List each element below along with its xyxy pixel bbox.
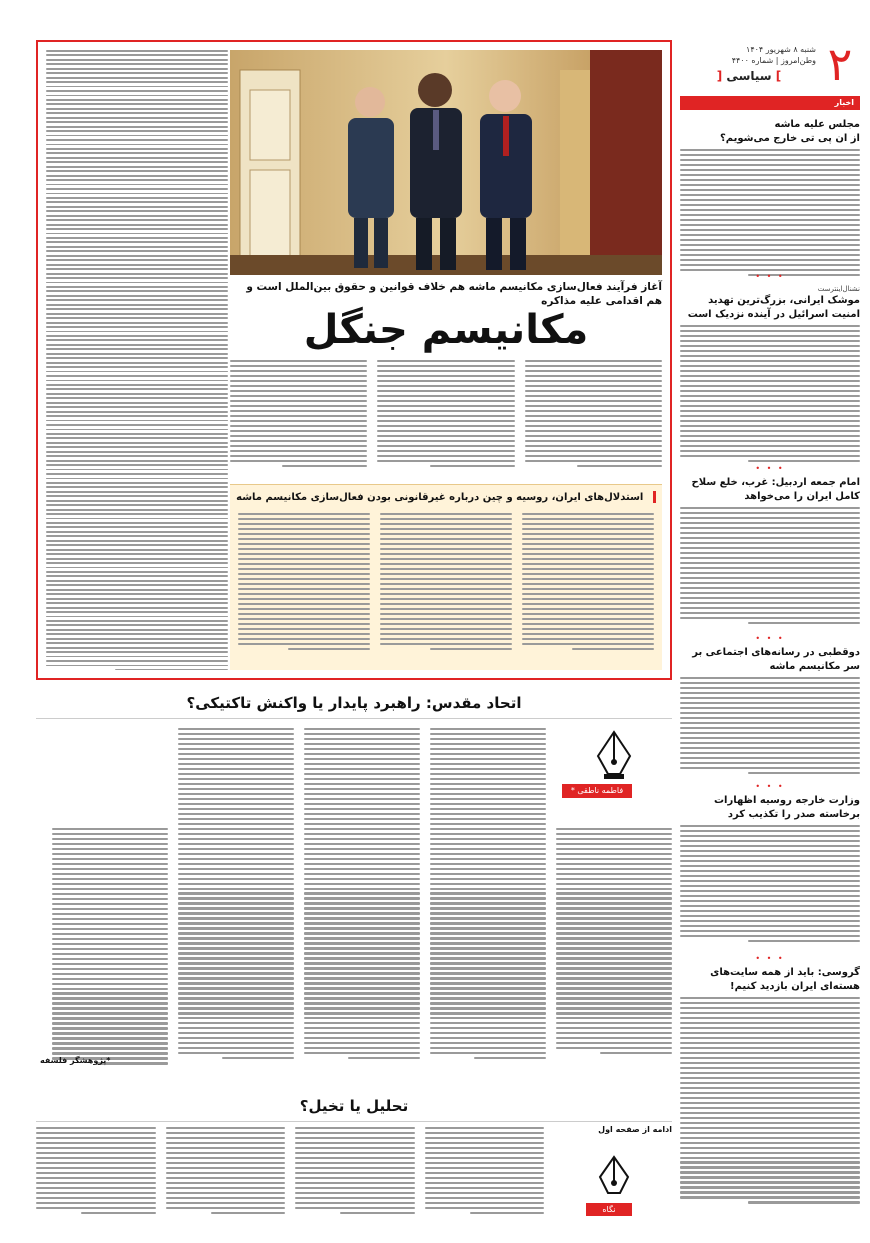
sidebar-news-item[interactable] xyxy=(680,646,860,785)
opinion-title: اتحاد مقدس: راهبرد پایدار یا واکنش تاکتیکی؟ xyxy=(186,694,522,712)
highlight-box xyxy=(230,484,662,670)
opinion-article xyxy=(36,688,672,1088)
news-title[interactable]: دوقطبی در رسانه‌های اجتماعی بر سر مکانیسم ماشه xyxy=(692,647,860,672)
news-title[interactable]: موشک ایرانی، بزرگ‌ترین تهدید امنیت اسرائیل در آینده نزدیک است xyxy=(687,295,860,320)
body-column xyxy=(425,1127,545,1231)
article-left-column xyxy=(46,50,228,670)
body-column xyxy=(377,360,514,478)
body-column xyxy=(304,728,420,1088)
divider xyxy=(36,1121,672,1122)
sidebar-news-item[interactable] xyxy=(680,284,860,473)
issue-number: وطن‌امروز | شماره ۴۴۰۰ xyxy=(731,56,816,65)
section-bracket-right: ] xyxy=(775,69,782,83)
article-headline: مکانیسم جنگل xyxy=(303,307,589,353)
body-column xyxy=(380,513,512,663)
author-name: فاطمه ناطقی * xyxy=(562,784,632,798)
news-kicker: نشنال‌اینترست xyxy=(817,285,860,293)
analysis-body xyxy=(36,1127,544,1231)
body-column xyxy=(52,728,168,1088)
divider xyxy=(36,718,672,719)
news-body xyxy=(680,507,860,635)
news-title[interactable]: امام جمعه اردبیل: غرب، خلع سلاح کامل ایران را می‌خواهد xyxy=(691,477,860,502)
news-body xyxy=(680,149,860,281)
highlight-title xyxy=(236,489,656,507)
section-bracket-left: [ xyxy=(716,69,723,83)
news-body xyxy=(680,997,860,1225)
body-column xyxy=(238,513,370,663)
news-separator: • • • xyxy=(755,782,785,791)
highlight-body xyxy=(238,513,654,663)
section-label xyxy=(682,67,816,85)
body-column xyxy=(36,1127,156,1231)
pen-nib-icon xyxy=(586,728,642,780)
photo-caption: آغاز فرآیند فعال‌سازی مکانیسم ماشه هم خلاف قوانین و حقوق بین‌الملل است و هم اقدامی علیه مذاکره xyxy=(246,281,662,307)
section-name: سیاسی xyxy=(726,69,772,83)
column-tag: نگاه xyxy=(586,1203,632,1216)
photo-illustration xyxy=(230,50,662,275)
article-photo xyxy=(230,50,662,275)
news-separator: • • • xyxy=(755,464,785,473)
pen-nib-icon xyxy=(586,1155,642,1199)
news-title[interactable]: مجلس علیه ماشه از ان پی تی خارج می‌شویم؟ xyxy=(719,119,860,144)
body-column xyxy=(230,360,367,478)
news-sidebar xyxy=(680,37,860,1235)
column-box xyxy=(552,1125,672,1225)
news-label: اخبار xyxy=(680,96,860,110)
news-title[interactable]: گروسی: باید از همه سایت‌های هسته‌ای ایران بازدید کنیم! xyxy=(710,967,860,992)
body-column xyxy=(295,1127,415,1231)
body-column xyxy=(166,1127,286,1231)
page-number: ۲ xyxy=(827,37,853,91)
main-article xyxy=(36,40,672,680)
news-separator: • • • xyxy=(755,634,785,643)
body-column xyxy=(525,360,662,478)
analysis-article xyxy=(36,1095,672,1235)
continued-note: ادامه از صفحه اول xyxy=(598,1125,672,1134)
author-signature: *پژوهشگر فلسفه xyxy=(40,1056,111,1065)
body-column xyxy=(430,728,546,1088)
article-body xyxy=(230,360,662,478)
news-separator: • • • xyxy=(755,954,785,963)
sidebar-news-item[interactable] xyxy=(680,966,860,1225)
sidebar-news-item[interactable] xyxy=(680,476,860,635)
body-column xyxy=(522,513,654,663)
author-box xyxy=(552,728,672,828)
sidebar-news-item[interactable] xyxy=(680,794,860,953)
issue-info xyxy=(682,44,816,66)
body-column xyxy=(178,728,294,1088)
news-body xyxy=(680,677,860,785)
highlight-title-text: استدلال‌های ایران، روسیه و چین درباره غیرقانونی بودن فعال‌سازی مکانیسم ماشه xyxy=(236,492,644,503)
news-body xyxy=(680,325,860,473)
news-body xyxy=(680,825,860,953)
news-title[interactable]: وزارت خارجه روسیه اظهارات برخاسته صدر را تکذیب کرد xyxy=(713,795,860,820)
analysis-title: تحلیل یا تخیل؟ xyxy=(299,1097,409,1115)
sidebar-news-item[interactable] xyxy=(680,118,860,281)
issue-date: شنبه ۸ شهریور ۱۴۰۴ xyxy=(746,45,816,54)
news-separator: • • • xyxy=(755,272,785,281)
accent-bar xyxy=(653,491,656,503)
